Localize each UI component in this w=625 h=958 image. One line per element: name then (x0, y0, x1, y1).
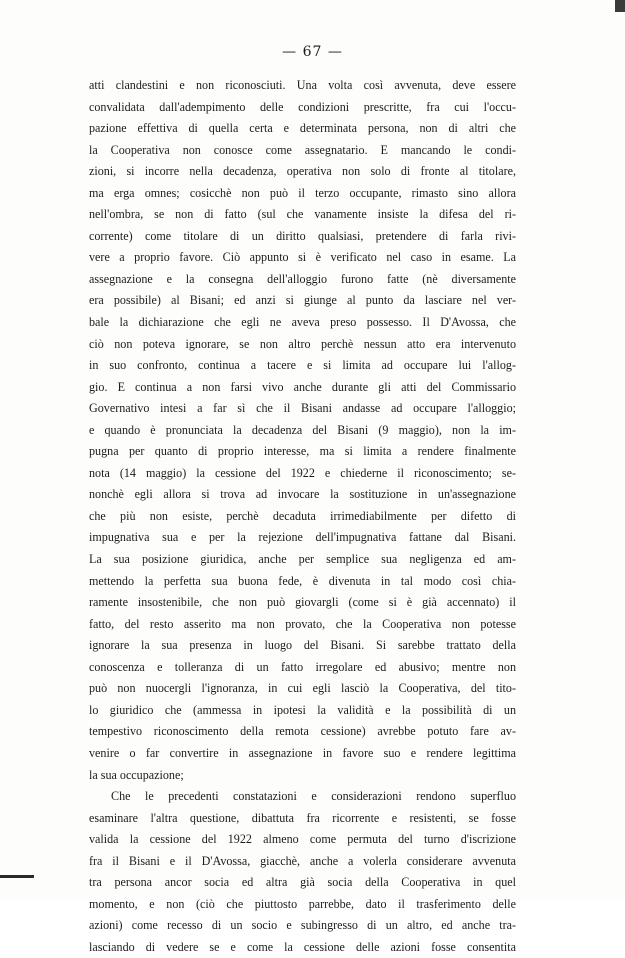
text-line: mettendo la perfetta sua buona fede, è divenuta in tal modo così chia- (89, 573, 516, 588)
text-line: ciò non poteva ignorare, se non altro perchè nessun atto era intervenuto (89, 336, 516, 351)
text-line: Governativo intesi a far sì che il Bisani andasse ad occupare l'alloggio; (89, 401, 516, 416)
text-line: conoscenza e tolleranza di un fatto irregolare ed abusivo; mentre non (89, 659, 516, 674)
text-line: La sua posizione giuridica, anche per semplice sua negligenza ed am- (89, 552, 516, 567)
text-line: tra persona ancor socia ed altra già socia della Cooperativa in quel (89, 875, 516, 890)
text-line: lo giuridico che (ammessa in ipotesi la validità e la possibilità di un (89, 702, 516, 717)
text-line: zioni, si incorre nella decadenza, operativa non solo di fronte al titolare, (89, 164, 516, 179)
text-line: fra il Bisani e il D'Avossa, giacchè, anche a volerla considerare avvenuta (89, 853, 516, 868)
text-line: in suo confronto, continua a tacere e si limita ad occupare lui l'allog- (89, 358, 516, 373)
scan-foot-mark (0, 875, 34, 878)
text-line: la Cooperativa non conosce come assegnatario. E mancando le condi- (89, 142, 516, 157)
text-line: convalidata dall'adempimento delle condizioni prescritte, fra cui l'occu- (89, 99, 516, 114)
text-line: che più non esiste, perchè decaduta irrimediabilmente per difetto di (89, 508, 516, 523)
text-line: nell'ombra, se non di fatto (sul che vanamente insiste la difesa del ri- (89, 207, 516, 222)
text-line: pugna per quanto di proprio interesse, ma si limita a rendere finalmente (89, 444, 516, 459)
text-line: gio. E continua a non farsi vivo anche durante gli atti del Commissario (89, 379, 516, 394)
text-line: esaminare l'altra questione, dibattuta fra ricorrente e resistenti, se fosse (89, 810, 516, 825)
text-line: assegnazione e la consegna dell'alloggio furono fatte (nè diversamente (89, 271, 516, 286)
text-line: nota (14 maggio) la cessione del 1922 e chiederne il riconoscimento; se- (89, 465, 516, 480)
text-line: ramente insostenibile, che non può giovargli (come si è già accennato) il (89, 595, 516, 610)
text-line: la sua occupazione; (89, 767, 184, 782)
text-line: era possibile) al Bisani; ed anzi si giunge al punto da lasciare nel ver- (89, 293, 516, 308)
text-line: tempestivo riconoscimento della remota cessione) avrebbe potuto fare av- (89, 724, 516, 739)
page-number: — 67 — (282, 44, 343, 60)
text-line: momento, e non (ciò che piuttosto parrebbe, dato il trasferimento delle (89, 896, 516, 911)
text-line: Che le precedenti constatazioni e considerazioni rendono superfluo (111, 789, 516, 804)
text-line: valida la cessione del 1922 almeno come permuta del turno d'iscrizione (89, 832, 516, 847)
text-line: ma erga omnes; cosicchè non può il terzo occupante, rimasto sino allora (89, 185, 516, 200)
text-line: ignorare la sua presenza in luogo del Bisani. Si sarebbe trattato della (89, 638, 516, 653)
text-line: pazione effettiva di quella certa e determinata persona, non di altri che (89, 121, 516, 136)
text-line: venire o far convertire in assegnazione in favore suo e rendere legittima (89, 745, 516, 760)
text-line: fatto, del resto asserito ma non provato, che la Cooperativa non potesse (89, 616, 516, 631)
text-line: bale la dichiarazione che egli ne aveva preso possesso. Il D'Avossa, che (89, 315, 516, 330)
text-line: azioni) come recesso di un socio e subingresso di un altro, ed anche tra- (89, 918, 516, 933)
text-line: e quando è pronunciata la decadenza del Bisani (9 maggio), non la im- (89, 422, 516, 437)
text-line: impugnativa sua e per la rejezione dell'impugnativa fattane dal Bisani. (89, 530, 516, 545)
body-text (89, 75, 516, 958)
text-line: lasciando di vedere se e come la cessione delle azioni fosse consentita (89, 939, 516, 954)
text-line: vere a proprio favore. Ciò appunto si è verificato nel caso in esame. La (89, 250, 516, 265)
text-line: corrente) come titolare di un diritto qualsiasi, pretendere di farla rivi- (89, 228, 516, 243)
scan-corner-mark (615, 0, 625, 12)
text-line: nonchè egli allora si trova ad invocare la sostituzione in un'assegnazione (89, 487, 516, 502)
text-line: atti clandestini e non riconosciuti. Una volta così avvenuta, deve essere (89, 78, 516, 92)
text-line: può non nuocergli l'ignoranza, in cui egli lasciò la Cooperativa, del tito- (89, 681, 516, 696)
